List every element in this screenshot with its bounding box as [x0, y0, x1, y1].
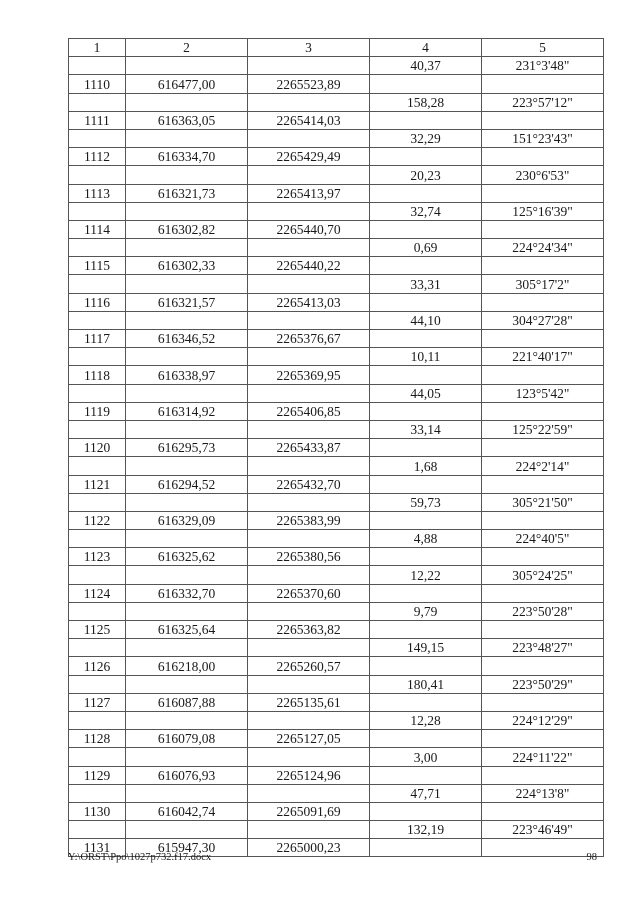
y-coordinate-cell [248, 420, 370, 438]
y-coordinate-cell: 2265440,22 [248, 257, 370, 275]
point-number-cell [69, 675, 126, 693]
table-row [69, 493, 604, 511]
footer-page-number: 98 [586, 852, 597, 863]
y-coordinate-cell: 2265124,96 [248, 766, 370, 784]
x-coordinate-cell [126, 821, 248, 839]
y-coordinate-cell: 2265000,23 [248, 839, 370, 857]
y-coordinate-cell: 2265135,61 [248, 693, 370, 711]
point-number-cell [69, 384, 126, 402]
x-coordinate-cell: 616302,33 [126, 257, 248, 275]
table-row [69, 621, 604, 639]
coordinates-table [68, 38, 604, 857]
bearing-cell: 224°40'5" [482, 530, 604, 548]
table-row [69, 75, 604, 93]
distance-cell [370, 257, 482, 275]
distance-cell [370, 402, 482, 420]
table-row [69, 257, 604, 275]
distance-cell [370, 148, 482, 166]
column-header-3: 3 [248, 39, 370, 57]
x-coordinate-cell: 616325,62 [126, 548, 248, 566]
bearing-cell [482, 75, 604, 93]
y-coordinate-cell [248, 384, 370, 402]
y-coordinate-cell [248, 311, 370, 329]
bearing-cell: 305°24'25" [482, 566, 604, 584]
bearing-cell [482, 293, 604, 311]
y-coordinate-cell [248, 93, 370, 111]
table-row [69, 602, 604, 620]
x-coordinate-cell: 616477,00 [126, 75, 248, 93]
bearing-cell [482, 584, 604, 602]
y-coordinate-cell [248, 57, 370, 75]
table-row [69, 220, 604, 238]
point-number-cell [69, 311, 126, 329]
bearing-cell: 224°2'14" [482, 457, 604, 475]
bearing-cell [482, 220, 604, 238]
y-coordinate-cell [248, 530, 370, 548]
distance-cell: 33,31 [370, 275, 482, 293]
bearing-cell [482, 366, 604, 384]
table-row [69, 475, 604, 493]
bearing-cell: 224°24'34" [482, 239, 604, 257]
bearing-cell [482, 257, 604, 275]
point-number-cell: 1119 [69, 402, 126, 420]
bearing-cell [482, 802, 604, 820]
distance-cell [370, 330, 482, 348]
distance-cell: 40,37 [370, 57, 482, 75]
point-number-cell [69, 602, 126, 620]
point-number-cell: 1113 [69, 184, 126, 202]
point-number-cell: 1115 [69, 257, 126, 275]
column-header-1: 1 [69, 39, 126, 57]
table-row [69, 548, 604, 566]
table-row [69, 402, 604, 420]
y-coordinate-cell [248, 202, 370, 220]
table-row [69, 511, 604, 529]
distance-cell: 59,73 [370, 493, 482, 511]
distance-cell: 9,79 [370, 602, 482, 620]
x-coordinate-cell [126, 748, 248, 766]
point-number-cell: 1131 [69, 839, 126, 857]
bearing-cell: 230°6'53" [482, 166, 604, 184]
y-coordinate-cell [248, 784, 370, 802]
y-coordinate-cell [248, 348, 370, 366]
table-row [69, 275, 604, 293]
point-number-cell: 1116 [69, 293, 126, 311]
bearing-cell [482, 402, 604, 420]
bearing-cell [482, 439, 604, 457]
point-number-cell: 1110 [69, 75, 126, 93]
point-number-cell [69, 166, 126, 184]
table-row [69, 657, 604, 675]
distance-cell: 32,74 [370, 202, 482, 220]
distance-cell [370, 657, 482, 675]
distance-cell [370, 220, 482, 238]
x-coordinate-cell [126, 530, 248, 548]
x-coordinate-cell [126, 384, 248, 402]
distance-cell [370, 366, 482, 384]
point-number-cell [69, 748, 126, 766]
point-number-cell: 1124 [69, 584, 126, 602]
point-number-cell [69, 275, 126, 293]
point-number-cell [69, 711, 126, 729]
x-coordinate-cell [126, 202, 248, 220]
x-coordinate-cell [126, 129, 248, 147]
x-coordinate-cell [126, 675, 248, 693]
header-row [69, 39, 604, 57]
distance-cell: 44,05 [370, 384, 482, 402]
distance-cell: 149,15 [370, 639, 482, 657]
x-coordinate-cell: 616087,88 [126, 693, 248, 711]
table-row [69, 311, 604, 329]
bearing-cell [482, 148, 604, 166]
y-coordinate-cell: 2265413,03 [248, 293, 370, 311]
bearing-cell: 125°22'59" [482, 420, 604, 438]
bearing-cell [482, 184, 604, 202]
table-row [69, 330, 604, 348]
column-header-4: 4 [370, 39, 482, 57]
point-number-cell [69, 93, 126, 111]
point-number-cell [69, 566, 126, 584]
x-coordinate-cell: 616042,74 [126, 802, 248, 820]
point-number-cell: 1112 [69, 148, 126, 166]
bearing-cell: 151°23'43" [482, 129, 604, 147]
bearing-cell [482, 766, 604, 784]
point-number-cell [69, 457, 126, 475]
point-number-cell: 1126 [69, 657, 126, 675]
point-number-cell: 1122 [69, 511, 126, 529]
y-coordinate-cell: 2265383,99 [248, 511, 370, 529]
bearing-cell [482, 511, 604, 529]
x-coordinate-cell: 616346,52 [126, 330, 248, 348]
point-number-cell: 1120 [69, 439, 126, 457]
y-coordinate-cell [248, 602, 370, 620]
distance-cell: 4,88 [370, 530, 482, 548]
x-coordinate-cell [126, 275, 248, 293]
x-coordinate-cell [126, 57, 248, 75]
bearing-cell: 223°46'49" [482, 821, 604, 839]
x-coordinate-cell: 616334,70 [126, 148, 248, 166]
x-coordinate-cell: 616314,92 [126, 402, 248, 420]
column-header-2: 2 [126, 39, 248, 57]
footer-file-path: Y:\ORST\Ppo\1027p732.f17.docx [68, 852, 212, 863]
y-coordinate-cell [248, 129, 370, 147]
y-coordinate-cell: 2265376,67 [248, 330, 370, 348]
distance-cell [370, 75, 482, 93]
point-number-cell: 1129 [69, 766, 126, 784]
x-coordinate-cell [126, 166, 248, 184]
x-coordinate-cell [126, 566, 248, 584]
point-number-cell [69, 784, 126, 802]
table-row [69, 675, 604, 693]
y-coordinate-cell: 2265414,03 [248, 111, 370, 129]
y-coordinate-cell [248, 675, 370, 693]
y-coordinate-cell: 2265429,49 [248, 148, 370, 166]
bearing-cell [482, 548, 604, 566]
table-row [69, 639, 604, 657]
table-row [69, 57, 604, 75]
bearing-cell: 123°5'42" [482, 384, 604, 402]
distance-cell: 12,28 [370, 711, 482, 729]
y-coordinate-cell: 2265363,82 [248, 621, 370, 639]
x-coordinate-cell [126, 239, 248, 257]
table-row [69, 711, 604, 729]
y-coordinate-cell: 2265091,69 [248, 802, 370, 820]
point-number-cell: 1123 [69, 548, 126, 566]
y-coordinate-cell: 2265433,87 [248, 439, 370, 457]
bearing-cell: 305°21'50" [482, 493, 604, 511]
distance-cell: 47,71 [370, 784, 482, 802]
y-coordinate-cell: 2265370,60 [248, 584, 370, 602]
distance-cell [370, 730, 482, 748]
point-number-cell: 1114 [69, 220, 126, 238]
point-number-cell [69, 530, 126, 548]
y-coordinate-cell [248, 566, 370, 584]
bearing-cell: 223°50'28" [482, 602, 604, 620]
x-coordinate-cell [126, 784, 248, 802]
table-row [69, 766, 604, 784]
point-number-cell [69, 420, 126, 438]
bearing-cell [482, 111, 604, 129]
y-coordinate-cell [248, 457, 370, 475]
table-row [69, 439, 604, 457]
table-row [69, 166, 604, 184]
y-coordinate-cell [248, 748, 370, 766]
table-row [69, 802, 604, 820]
point-number-cell: 1127 [69, 693, 126, 711]
bearing-cell [482, 621, 604, 639]
x-coordinate-cell [126, 602, 248, 620]
y-coordinate-cell: 2265369,95 [248, 366, 370, 384]
bearing-cell: 223°57'12" [482, 93, 604, 111]
table-row [69, 730, 604, 748]
table-row [69, 566, 604, 584]
point-number-cell [69, 202, 126, 220]
table-row [69, 384, 604, 402]
x-coordinate-cell: 616218,00 [126, 657, 248, 675]
bearing-cell [482, 657, 604, 675]
distance-cell [370, 111, 482, 129]
table-row [69, 111, 604, 129]
x-coordinate-cell [126, 639, 248, 657]
y-coordinate-cell [248, 821, 370, 839]
y-coordinate-cell: 2265127,05 [248, 730, 370, 748]
x-coordinate-cell: 616338,97 [126, 366, 248, 384]
point-number-cell: 1125 [69, 621, 126, 639]
table-row [69, 293, 604, 311]
distance-cell: 3,00 [370, 748, 482, 766]
table-row [69, 748, 604, 766]
table-row [69, 420, 604, 438]
bearing-cell [482, 330, 604, 348]
bearing-cell: 125°16'39" [482, 202, 604, 220]
bearing-cell [482, 475, 604, 493]
distance-cell: 0,69 [370, 239, 482, 257]
point-number-cell [69, 639, 126, 657]
point-number-cell: 1118 [69, 366, 126, 384]
y-coordinate-cell: 2265380,56 [248, 548, 370, 566]
table-row [69, 584, 604, 602]
table-row [69, 239, 604, 257]
point-number-cell: 1130 [69, 802, 126, 820]
distance-cell: 32,29 [370, 129, 482, 147]
bearing-cell [482, 730, 604, 748]
distance-cell: 20,23 [370, 166, 482, 184]
distance-cell [370, 802, 482, 820]
table-row [69, 693, 604, 711]
point-number-cell: 1111 [69, 111, 126, 129]
distance-cell [370, 621, 482, 639]
x-coordinate-cell: 615947,30 [126, 839, 248, 857]
table-row [69, 202, 604, 220]
table-row [69, 366, 604, 384]
distance-cell [370, 293, 482, 311]
point-number-cell [69, 493, 126, 511]
x-coordinate-cell: 616079,08 [126, 730, 248, 748]
x-coordinate-cell [126, 493, 248, 511]
point-number-cell [69, 57, 126, 75]
y-coordinate-cell: 2265440,70 [248, 220, 370, 238]
column-header-5: 5 [482, 39, 604, 57]
distance-cell [370, 184, 482, 202]
distance-cell [370, 693, 482, 711]
x-coordinate-cell [126, 457, 248, 475]
distance-cell: 33,14 [370, 420, 482, 438]
y-coordinate-cell [248, 711, 370, 729]
x-coordinate-cell: 616321,73 [126, 184, 248, 202]
y-coordinate-cell: 2265260,57 [248, 657, 370, 675]
point-number-cell [69, 348, 126, 366]
point-number-cell: 1117 [69, 330, 126, 348]
distance-cell: 10,11 [370, 348, 482, 366]
point-number-cell: 1121 [69, 475, 126, 493]
table-row [69, 184, 604, 202]
x-coordinate-cell: 616363,05 [126, 111, 248, 129]
table-row [69, 129, 604, 147]
distance-cell: 1,68 [370, 457, 482, 475]
x-coordinate-cell: 616325,64 [126, 621, 248, 639]
point-number-cell: 1128 [69, 730, 126, 748]
distance-cell [370, 766, 482, 784]
distance-cell [370, 439, 482, 457]
bearing-cell: 304°27'28" [482, 311, 604, 329]
y-coordinate-cell [248, 166, 370, 184]
bearing-cell: 231°3'48" [482, 57, 604, 75]
bearing-cell: 224°13'8" [482, 784, 604, 802]
x-coordinate-cell [126, 420, 248, 438]
y-coordinate-cell: 2265406,85 [248, 402, 370, 420]
point-number-cell [69, 129, 126, 147]
x-coordinate-cell: 616321,57 [126, 293, 248, 311]
bearing-cell: 223°50'29" [482, 675, 604, 693]
x-coordinate-cell [126, 348, 248, 366]
bearing-cell [482, 693, 604, 711]
table-row [69, 457, 604, 475]
y-coordinate-cell [248, 239, 370, 257]
table-row [69, 784, 604, 802]
point-number-cell [69, 239, 126, 257]
distance-cell [370, 839, 482, 857]
table-body [69, 57, 604, 857]
x-coordinate-cell: 616329,09 [126, 511, 248, 529]
distance-cell: 44,10 [370, 311, 482, 329]
table-row [69, 530, 604, 548]
x-coordinate-cell [126, 93, 248, 111]
distance-cell: 180,41 [370, 675, 482, 693]
table-row [69, 93, 604, 111]
x-coordinate-cell: 616302,82 [126, 220, 248, 238]
distance-cell: 158,28 [370, 93, 482, 111]
bearing-cell: 223°48'27" [482, 639, 604, 657]
distance-cell [370, 548, 482, 566]
x-coordinate-cell: 616295,73 [126, 439, 248, 457]
x-coordinate-cell [126, 311, 248, 329]
y-coordinate-cell: 2265523,89 [248, 75, 370, 93]
x-coordinate-cell: 616332,70 [126, 584, 248, 602]
x-coordinate-cell: 616076,93 [126, 766, 248, 784]
distance-cell [370, 475, 482, 493]
y-coordinate-cell [248, 639, 370, 657]
distance-cell: 12,22 [370, 566, 482, 584]
table-row [69, 821, 604, 839]
table-row [69, 148, 604, 166]
y-coordinate-cell: 2265432,70 [248, 475, 370, 493]
x-coordinate-cell: 616294,52 [126, 475, 248, 493]
distance-cell [370, 584, 482, 602]
bearing-cell: 221°40'17" [482, 348, 604, 366]
x-coordinate-cell [126, 711, 248, 729]
y-coordinate-cell [248, 275, 370, 293]
point-number-cell [69, 821, 126, 839]
y-coordinate-cell [248, 493, 370, 511]
bearing-cell: 224°12'29" [482, 711, 604, 729]
distance-cell [370, 511, 482, 529]
table-row [69, 348, 604, 366]
bearing-cell: 305°17'2" [482, 275, 604, 293]
distance-cell: 132,19 [370, 821, 482, 839]
bearing-cell: 224°11'22" [482, 748, 604, 766]
y-coordinate-cell: 2265413,97 [248, 184, 370, 202]
